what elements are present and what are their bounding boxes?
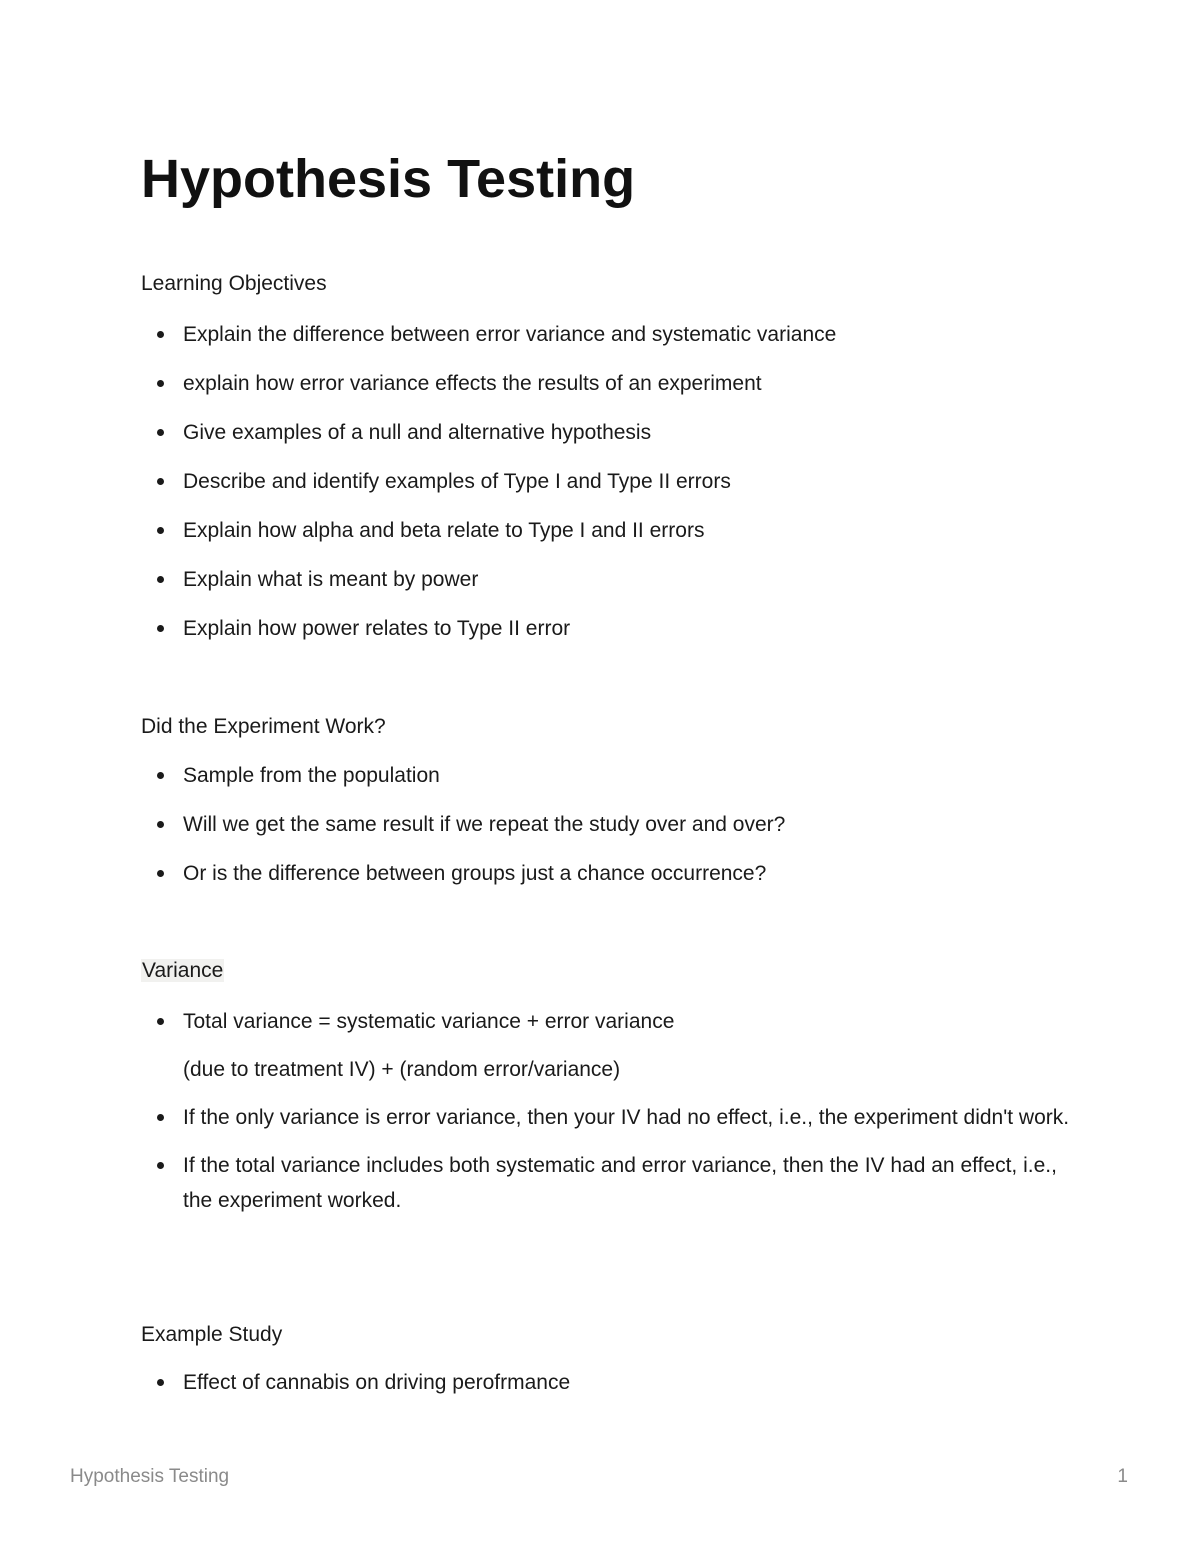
section-heading-learning-objectives: Learning Objectives — [141, 272, 327, 295]
section-heading-did-experiment-work: Did the Experiment Work? — [141, 715, 386, 738]
list-item: Sample from the population — [141, 758, 1071, 793]
list-item: Give examples of a null and alternative hypothesis — [141, 415, 1071, 450]
list-item: Describe and identify examples of Type I and Type II errors — [141, 464, 1071, 499]
section-heading-example-study: Example Study — [141, 1323, 283, 1346]
list-item: If the total variance includes both systematic and error variance, then the IV had an effect, i.e., the experiment worked. — [141, 1148, 1071, 1218]
footer-title: Hypothesis Testing — [70, 1466, 230, 1487]
page-number: 1 — [1117, 1466, 1128, 1487]
example-study-list — [141, 1365, 1071, 1414]
page-title: Hypothesis Testing — [141, 149, 636, 209]
list-item: explain how error variance effects the results of an experiment — [141, 366, 1071, 401]
list-item: Explain how alpha and beta relate to Type I and II errors — [141, 513, 1071, 548]
list-item: Explain the difference between error variance and systematic variance — [141, 317, 1071, 352]
list-item: Or is the difference between groups just a chance occurrence? — [141, 856, 1071, 891]
list-item: Total variance = systematic variance + error variance — [141, 1004, 1071, 1039]
list-item: Explain how power relates to Type II error — [141, 611, 1071, 646]
variance-heading-text: Variance — [142, 959, 224, 982]
list-item: Will we get the same result if we repeat the study over and over? — [141, 807, 1071, 842]
list-item: Explain what is meant by power — [141, 562, 1071, 597]
variance-list — [141, 1004, 1071, 1231]
learning-objectives-list — [141, 317, 1071, 660]
section-heading-variance — [141, 957, 224, 985]
list-item-continuation: (due to treatment IV) + (random error/variance) — [183, 1058, 621, 1081]
did-experiment-work-list — [141, 758, 1071, 905]
list-item: Effect of cannabis on driving perofrmance — [141, 1365, 1071, 1400]
list-item: If the only variance is error variance, then your IV had no effect, i.e., the experiment didn't work. — [141, 1100, 1071, 1135]
